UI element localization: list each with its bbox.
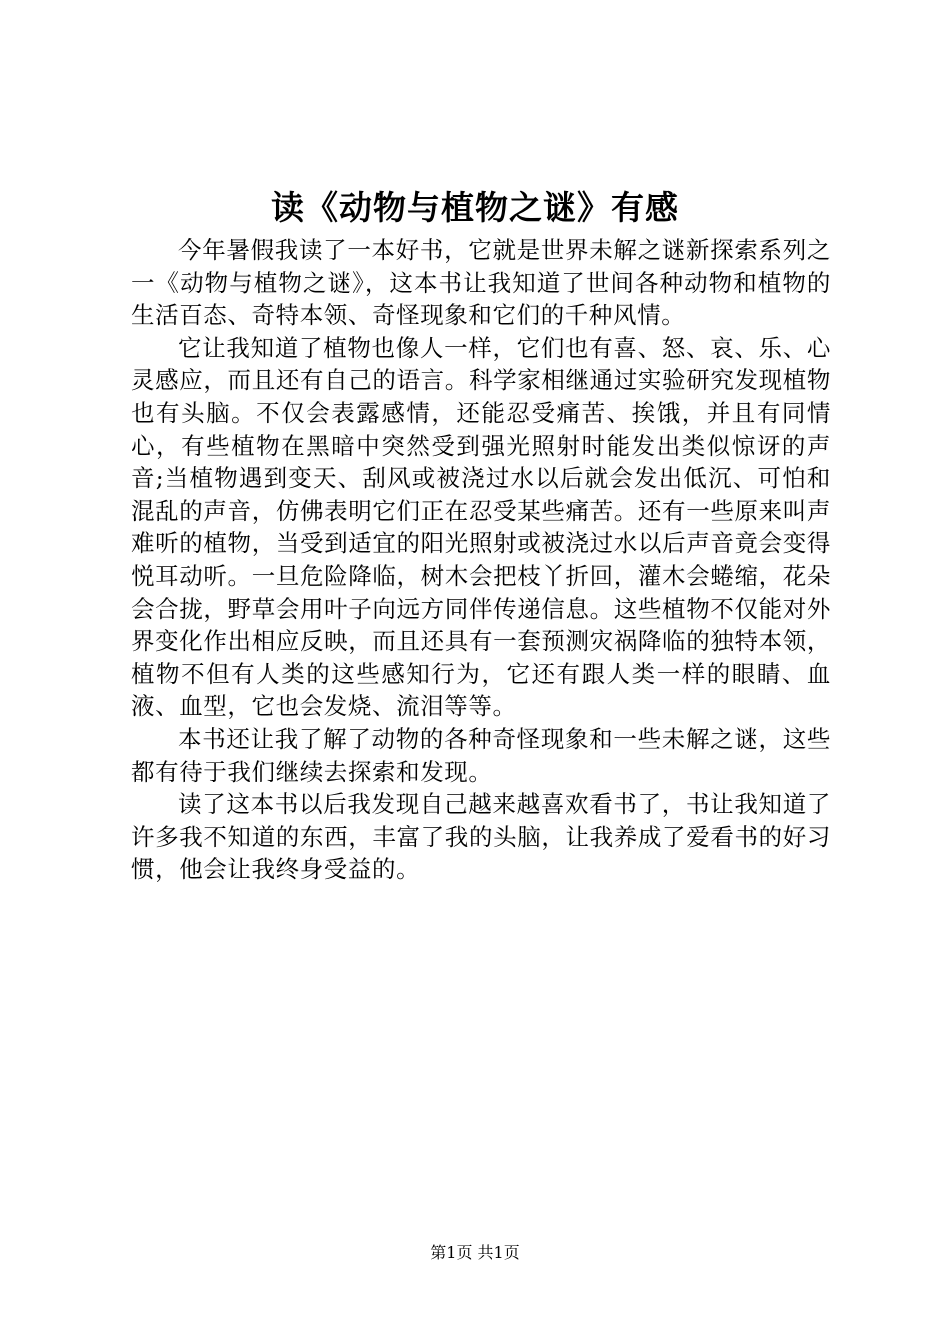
document-body bbox=[131, 234, 831, 886]
paragraph-3: 本书还让我了解了动物的各种奇怪现象和一些未解之谜，这些都有待于我们继续去探索和发现。 bbox=[131, 724, 831, 786]
document-title: 读《动物与植物之谜》有感 bbox=[271, 188, 679, 227]
paragraph-2: 它让我知道了植物也像人一样，它们也有喜、怒、哀、乐、心灵感应，而且还有自己的语言。科学家相继通过实验研究发现植物也有头脑。不仅会表露感情，还能忍受痛苦、挨饿，并且有同情心，有些植物在黑暗中突然受到强光照射时能发出类似惊讶的声音;当植物遇到变天、刮风或被浇过水以后就会发出低沉、可怕和混乱的声音，仿佛表明它们正在忍受某些痛苦。还有一些原来叫声难听的植物，当受到适宜的阳光照射或被浇过水以后声音竟会变得悦耳动听。一旦危险降临，树木会把枝丫折回，灌木会蜷缩，花朵会合拢，野草会用叶子向远方同伴传递信息。这些植物不仅能对外界变化作出相应反映，而且还具有一套预测灾祸降临的独特本领，植物不但有人类的这些感知行为，它还有跟人类一样的眼睛、血液、血型，它也会发烧、流泪等等。 bbox=[131, 333, 831, 721]
paragraph-1: 今年暑假我读了一本好书，它就是世界未解之谜新探索系列之一《动物与植物之谜》，这本书让我知道了世间各种动物和植物的生活百态、奇特本领、奇怪现象和它们的千种风情。 bbox=[131, 236, 831, 330]
page-footer: 第1页 共1页 bbox=[430, 1243, 520, 1262]
paragraph-4: 读了这本书以后我发现自己越来越喜欢看书了，书让我知道了许多我不知道的东西，丰富了我的头脑，让我养成了爱看书的好习惯，他会让我终身受益的。 bbox=[131, 790, 831, 884]
